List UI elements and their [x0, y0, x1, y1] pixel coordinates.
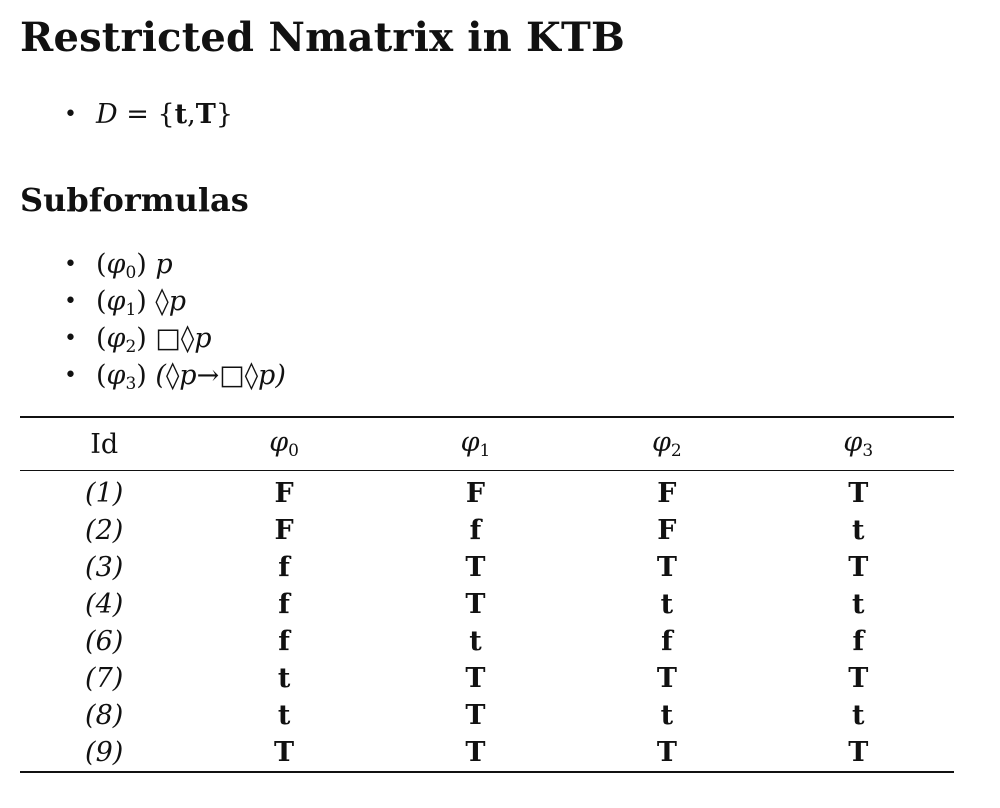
row-id: (8) [85, 700, 124, 731]
cell-value: T [465, 700, 486, 731]
set-open-brace: { [157, 99, 175, 130]
cell-value: T [848, 663, 869, 694]
cell-value: T [656, 737, 677, 768]
designated-value: t [174, 99, 188, 130]
cell-value: f [278, 626, 290, 657]
subformula-index: 2 [125, 337, 137, 357]
subformula-item: • $(\varphi_1)$ ◊p [62, 283, 286, 320]
cell-value: t [277, 663, 291, 694]
cell-value: T [465, 663, 486, 694]
cell-value: T [848, 478, 869, 509]
subformula-item: • $(\varphi_2)$ □◊p [62, 320, 286, 357]
column-header-index: 1 [479, 441, 491, 461]
cell-value: F [274, 515, 294, 546]
row-id: (2) [85, 515, 124, 546]
cell-value: T [656, 663, 677, 694]
subformula-index: 0 [125, 263, 137, 283]
cell-value: f [661, 626, 673, 657]
designated-values-item [62, 96, 233, 133]
cell-value: T [465, 552, 486, 583]
set-separator: , [187, 99, 196, 130]
designated-value: T [195, 99, 216, 130]
column-header-id: Id [90, 428, 119, 460]
column-header-phi [571, 417, 762, 471]
row-id: (1) [85, 478, 124, 509]
column-header-phi [763, 417, 954, 471]
cell-value: F [274, 478, 294, 509]
cell-value: T [274, 737, 295, 768]
set-close-brace: } [215, 99, 234, 130]
row-id: (3) [85, 552, 124, 583]
column-header-index: 0 [288, 441, 299, 461]
subformulas-list [62, 246, 286, 394]
page-title: Restricted Nmatrix in KTB [20, 14, 625, 61]
subformulas-heading: Subformulas [20, 181, 249, 219]
table-header-row [20, 417, 954, 471]
column-header-index: 3 [862, 441, 874, 461]
cell-value: t [660, 589, 674, 620]
truth-table [20, 416, 954, 773]
column-header-phi [380, 417, 571, 471]
table-row [20, 471, 954, 513]
bullet-icon: • [64, 289, 77, 314]
subformula-label: φ [106, 249, 126, 280]
cell-value: f [278, 589, 290, 620]
cell-value: T [465, 589, 486, 620]
bullet-icon: • [64, 363, 77, 388]
bullet-icon: • [64, 326, 77, 351]
cell-value: f [469, 515, 482, 546]
cell-value: F [657, 478, 677, 509]
cell-value: T [848, 737, 869, 768]
document-page [20, 0, 954, 808]
subformula-label: φ [106, 286, 126, 317]
cell-value: F [465, 478, 486, 509]
cell-value: t [469, 626, 482, 657]
table-row [20, 623, 954, 660]
column-header-phi [188, 417, 379, 471]
subformula-index: 1 [125, 300, 137, 320]
subformula-label: φ [106, 323, 126, 354]
subformula-index: 3 [125, 374, 137, 394]
table-row [20, 512, 954, 549]
cell-value: t [852, 700, 865, 731]
column-header-label: φ [269, 427, 289, 458]
table-row [20, 549, 954, 586]
column-header-label: φ [652, 427, 671, 458]
subformula-item: • $(\varphi_0)$ p [62, 246, 286, 283]
designated-values-list [62, 96, 233, 133]
cell-value: t [660, 700, 674, 731]
bullet-icon: • [64, 252, 77, 277]
cell-value: T [465, 737, 486, 768]
table-row [20, 734, 954, 772]
subformula-formula: ◊p [155, 286, 187, 317]
row-id: (4) [85, 589, 124, 620]
row-id: (9) [85, 737, 124, 768]
table-row [20, 660, 954, 697]
cell-value: F [657, 515, 677, 546]
cell-value: t [277, 700, 291, 731]
column-header-label: φ [843, 427, 863, 458]
cell-value: t [852, 515, 865, 546]
column-header-index: 2 [670, 441, 682, 461]
table-row [20, 586, 954, 623]
cell-value: T [656, 552, 677, 583]
designated-symbol: D [96, 99, 118, 130]
row-id: (6) [85, 626, 124, 657]
equals-sign: = [126, 99, 149, 130]
subformula-formula: (◊p→□◊p) [155, 360, 286, 391]
cell-value: f [852, 626, 865, 657]
subformula-label: φ [106, 360, 126, 391]
subformula-formula: p [155, 249, 173, 280]
row-id: (7) [85, 663, 124, 694]
cell-value: t [852, 589, 865, 620]
cell-value: f [278, 552, 290, 583]
bullet-icon: • [64, 102, 77, 127]
table-row [20, 697, 954, 734]
column-header-label: φ [460, 427, 480, 458]
subformula-formula: □◊p [155, 323, 212, 354]
subformula-item: • $(\varphi_3)$ (◊p→□◊p) [62, 357, 286, 394]
cell-value: T [848, 552, 869, 583]
